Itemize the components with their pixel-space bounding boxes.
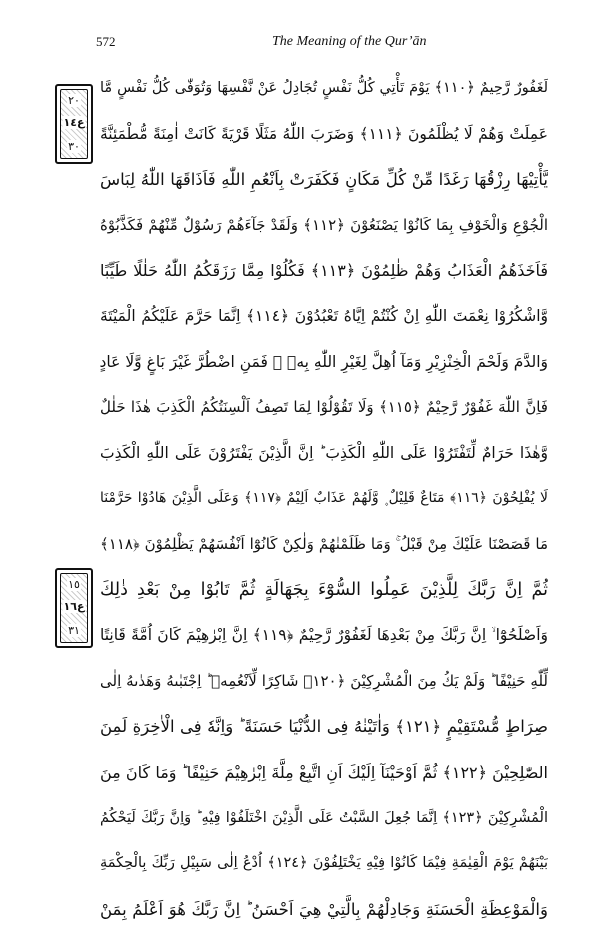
ruku-marker [55,568,93,648]
arabic-text-block [100,66,548,932]
page-number: 572 [96,34,116,49]
verse-line: وَّاشْكُرُوْا نِعْمَتَ اللّٰهِ اِنْ كُنْتُمْ اِيَّاهُ تَعْبُدُوْنَ ﴿١١٤﴾ اِنَّمَا حَرَّمَ عَلَيْكُمُ الْمَيْتَةَ [100,306,548,325]
page-header [0,34,600,54]
verse-line: فَاِنَّ اللّٰهَ غَفُوْرٌ رَّحِيْمٌ ﴿١١٥﴾ وَلَا تَقُوْلُوْا لِمَا تَصِفُ اَلْسِنَتُكُمُ الْكَذِبَ هٰذَا حَلٰلٌ [100,398,548,417]
marker-bottom-number: ٣٠ [68,140,80,153]
verse-line: لِّلّٰهِ حَنِيْفًا ؕ وَلَمْ يَكُ مِنَ الْمُشْرِكِيْنَ ﴿١٢٠﴾ شَاكِرًا لِّاَنْعُمِهٖ ؕ اِجْتَبٰىهُ وَهَدٰىهُ اِلٰى [100,671,548,690]
verse-line: بَيْنَهُمْ يَوْمَ الْقِيٰمَةِ فِيْمَا كَانُوْا فِيْهِ يَخْتَلِفُوْنَ ﴿١٢٤﴾ اُدْعُ اِلٰى سَبِيْلِ رَبِّكَ بِالْحِكْمَةِ [100,855,548,872]
verse-line: عَمِلَتْ وَهُمْ لَا يُظْلَمُونَ ﴿١١١﴾ وَضَرَبَ اللّٰهُ مَثَلًا قَرْيَةً كَانَتْ اٰمِنَةً مُّطْمَئِنَّةً [100,124,548,143]
marker-ruku-label: ع١٤ [63,116,85,129]
verse-line: الْمُشْرِكِيْنَ ﴿١٢٣﴾ اِنَّمَا جُعِلَ السَّبْتُ عَلَى الَّذِيْنَ اخْتَلَفُوْا فِيْهِ ؕ وَاِنَّ رَبَّكَ لَيَحْكُمُ [100,809,548,826]
verse-line: فَاَخَذَهُمُ الْعَذَابُ وَهُمْ ظٰلِمُوْنَ ﴿١١٣﴾ فَكُلُوْا مِمَّا رَزَقَكُمُ اللّٰهُ حَلٰلًا طَيِّبًا [100,261,548,281]
marker-top-number: ١٥ [68,578,80,591]
ruku-marker [55,84,93,164]
verse-line: صِرَاطٍ مُّسْتَقِيْمٍ ﴿١٢١﴾ وَاٰتَيْنٰهُ فِى الدُّنْيَا حَسَنَةً ؕ وَاِنَّهٗ فِى الْاٰخِرَةِ لَمِنَ [100,717,548,737]
verse-line: يَّأْتِيْهَا رِزْقُهَا رَغَدًا مِّنْ كُلِّ مَكَانٍ فَكَفَرَتْ بِاَنْعُمِ اللّٰهِ فَاَذَاقَهَا اللّٰهُ لِبَاسَ [100,170,548,190]
verse-line: وَالدَّمَ وَلَحْمَ الْخِنْزِيْرِ وَمَآ اُهِلَّ لِغَيْرِ اللّٰهِ بِهٖ ۚ فَمَنِ اضْطُرَّ غَيْرَ بَاغٍ وَّلَا عَادٍ [100,352,548,371]
verse-line: الصّٰلِحِيْنَ ﴿١٢٢﴾ ثُمَّ اَوْحَيْنَآ اِلَيْكَ اَنِ اتَّبِعْ مِلَّةَ اِبْرٰهِيْمَ حَنِيْفًا ؕ وَمَا كَانَ مِنَ [100,762,548,782]
verse-line: الْجُوْعِ وَالْخَوْفِ بِمَا كَانُوْا يَصْنَعُوْنَ ﴿١١٢﴾ وَلَقَدْ جَآءَهُمْ رَسُوْلٌ مِّنْهُمْ فَكَذَّبُوْهُ [100,215,548,234]
verse-line: وَّهٰذَا حَرَامٌ لِّتَفْتَرُوْا عَلَى اللّٰهِ الْكَذِبَ ؕ اِنَّ الَّذِيْنَ يَفْتَرُوْنَ عَلَى اللّٰهِ الْكَذِبَ [100,443,548,462]
marker-ruku-label: ع١٦ [63,600,85,613]
verse-line: وَالْمَوْعِظَةِ الْحَسَنَةِ وَجَادِلْهُمْ بِالَّتِيْ هِيَ اَحْسَنُ ؕ اِنَّ رَبَّكَ هُوَ اَعْلَمُ بِمَنْ [100,899,548,919]
marker-top-number: ٢٠ [68,94,80,107]
verse-line: لَا يُفْلِحُوْنَ ﴿١١٦﴾ مَتَاعٌ قَلِيْلٌ ۪ وَّلَهُمْ عَذَابٌ اَلِيْمٌ ﴿١١٧﴾ وَعَلَى الَّذِيْنَ هَادُوْا حَرَّمْنَا [100,490,548,507]
verse-line: ثُمَّ اِنَّ رَبَّكَ لِلَّذِيْنَ عَمِلُوا السُّوْٓءَ بِجَهَالَةٍ ثُمَّ تَابُوْا مِنْ بَعْدِ ذٰلِكَ [100,579,548,600]
verse-line: مَا قَصَصْنَا عَلَيْكَ مِنْ قَبْلُ ۚ وَمَا ظَلَمْنٰهُمْ وَلٰكِنْ كَانُوْٓا اَنْفُسَهُمْ يَظْلِمُوْنَ ﴿١١٨﴾ [100,534,548,553]
marker-bottom-number: ٣١ [68,624,80,637]
verse-line: وَاَصْلَحُوْٓا ۙ اِنَّ رَبَّكَ مِنْ بَعْدِهَا لَغَفُوْرٌ رَّحِيْمٌ ﴿١١٩﴾ اِنَّ اِبْرٰهِيْمَ كَانَ اُمَّةً قَانِتًا [100,626,548,645]
running-title: The Meaning of the Qur’ān [272,34,427,49]
verse-line: لَغَفُورٌ رَّحِيمٌ ﴿١١٠﴾ يَوْمَ تَأْتِي كُلُّ نَفْسٍ تُجَادِلُ عَنْ نَّفْسِهَا وَتُوَفّٰى كُلُّ نَفْسٍ مَّا [100,80,548,96]
